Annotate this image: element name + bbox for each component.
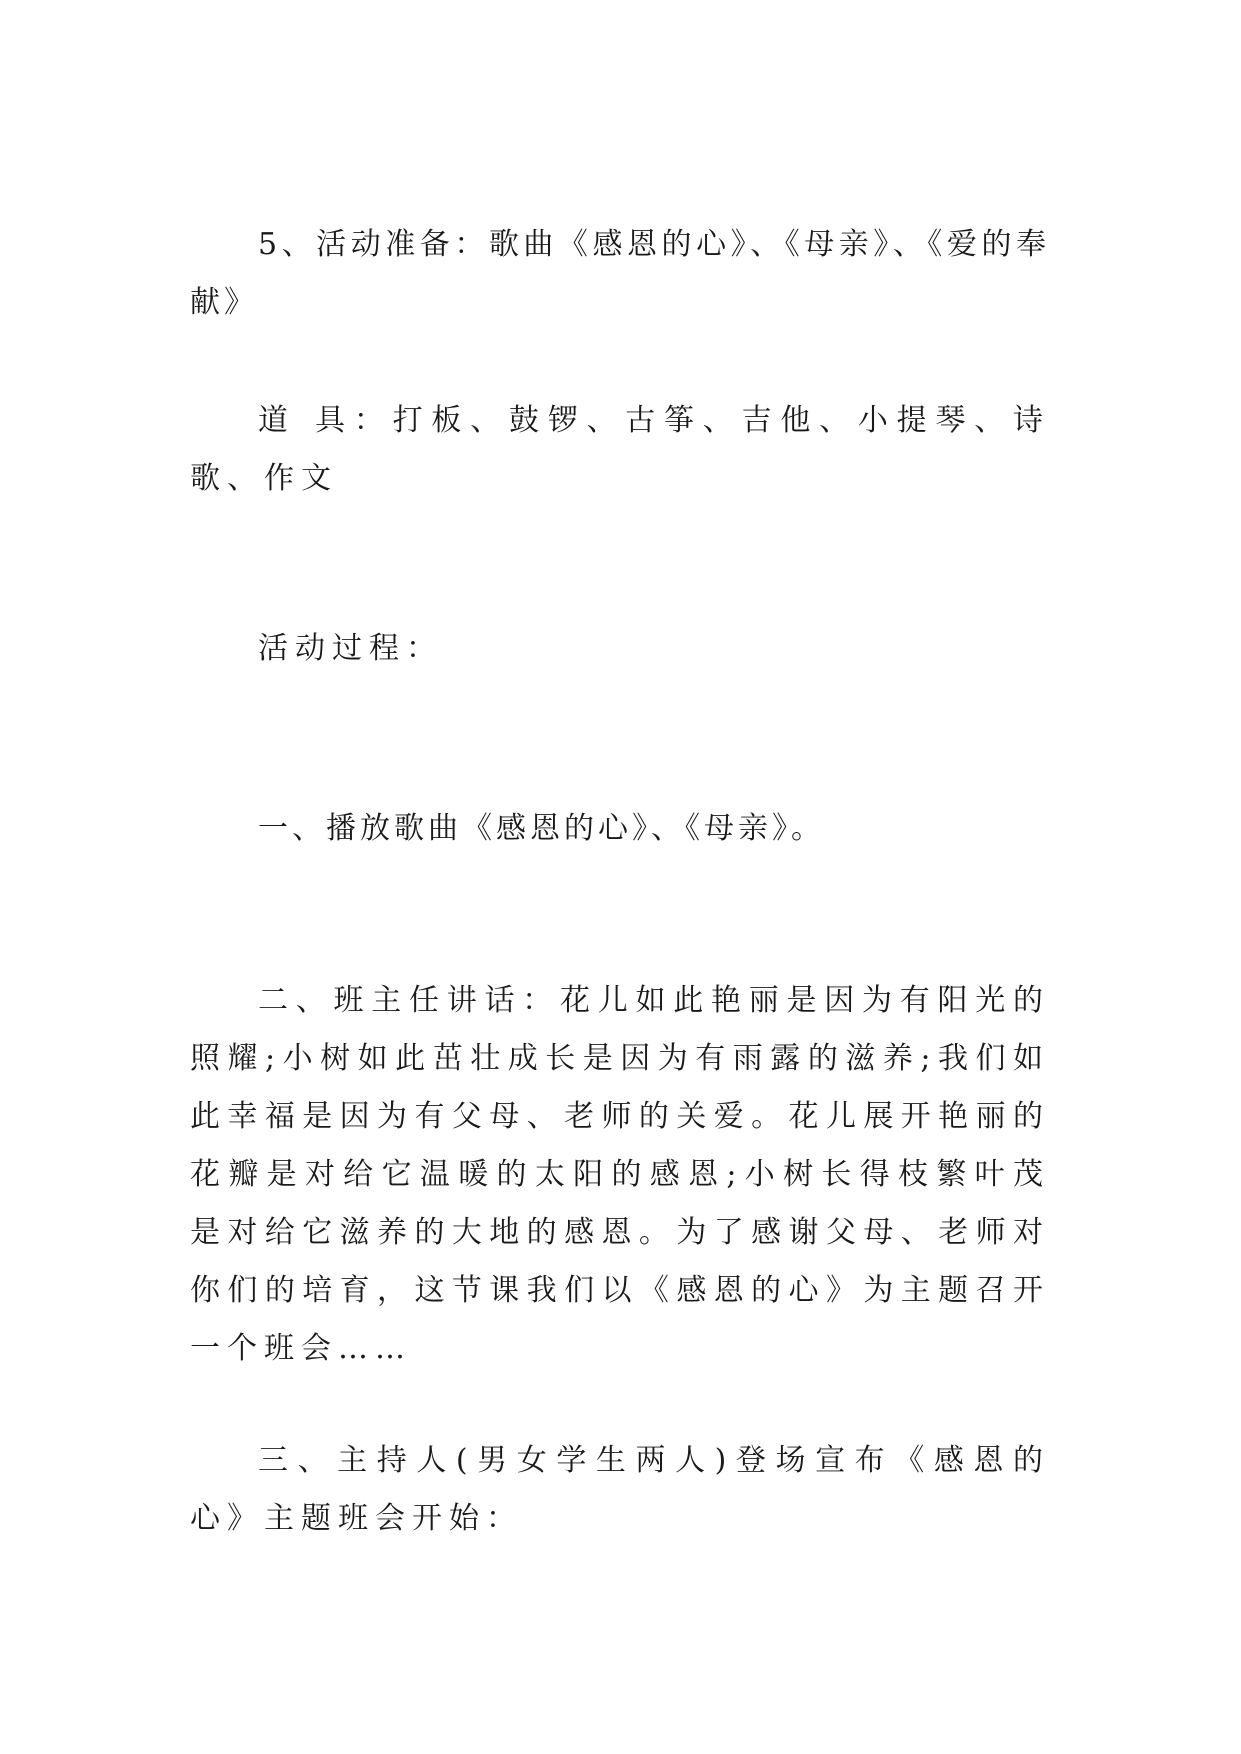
paragraph-props: 道 具：打板、鼓锣、古筝、吉他、小提琴、诗歌、作文 [190, 403, 1050, 496]
paragraph-activity-process-heading: 活动过程： [258, 631, 443, 666]
paragraph-step-two: 二、班主任讲话：花儿如此艳丽是因为有阳光的照耀;小树如此茁壮成长是因为有雨露的滋养;我们如此幸福是因为有父母、老师的关爱。花儿展开艳丽的花瓣是对给它温暖的太阳的感恩;小树长得枝繁叶茂是对给它滋养的大地的感恩。为了感谢父母、老师对你们的培育，这节课我们以《感恩的心》为主题召开一个班会…… [190, 983, 1050, 1366]
paragraph-activity-preparation: 5、活动准备：歌曲《感恩的心》、《母亲》、《爱的奉献》 [190, 227, 1050, 320]
paragraph-step-three: 三、主持人(男女学生两人)登场宣布《感恩的心》主题班会开始： [190, 1443, 1050, 1536]
paragraph-step-one: 一、播放歌曲《感恩的心》、《母亲》。 [258, 811, 825, 846]
